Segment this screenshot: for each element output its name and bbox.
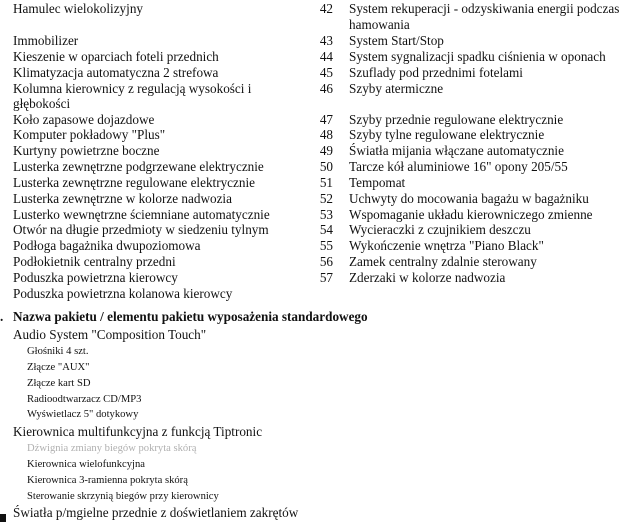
item-number: 51 xyxy=(319,175,333,190)
list-item: Hamulec wielokolizyjny xyxy=(13,1,144,16)
list-item: System rekuperacji - odzyskiwania energii podczas xyxy=(349,1,620,16)
list-item: Zamek centralny zdalnie sterowany xyxy=(349,254,537,269)
list-item: System Start/Stop xyxy=(349,33,444,48)
list-item: Kieszenie w oparciach foteli przednich xyxy=(13,49,219,64)
section-heading: Nazwa pakietu / elementu pakietu wyposażenia standardowego xyxy=(13,309,368,324)
item-number: 49 xyxy=(319,143,333,158)
list-item: Szyby atermiczne xyxy=(349,81,444,96)
list-item: Podłokietnik centralny przedni xyxy=(13,254,176,269)
item-number: 42 xyxy=(319,1,333,16)
list-item: Szyby tylne regulowane elektrycznie xyxy=(349,127,545,142)
list-item: Wykończenie wnętrza "Piano Black" xyxy=(349,238,544,253)
list-item: Lusterka zewnętrzne podgrzewane elektrycznie xyxy=(13,159,264,174)
section-marker: . xyxy=(0,309,4,324)
item-number: 53 xyxy=(319,207,333,222)
list-item: Światła mijania włączane automatycznie xyxy=(349,143,564,158)
list-item: Poduszka powietrzna kolanowa kierowcy xyxy=(13,286,233,301)
package-item-faded: Dźwignia zmiany biegów pokryta skórą xyxy=(27,443,197,454)
list-item: System sygnalizacji spadku ciśnienia w oponach xyxy=(349,49,606,64)
item-number: 46 xyxy=(319,81,333,96)
package-item: Sterowanie skrzynią biegów przy kierownicy xyxy=(27,491,219,502)
list-item: Zderzaki w kolorze nadwozia xyxy=(349,270,506,285)
list-item: Szuflady pod przednimi fotelami xyxy=(349,65,523,80)
item-number: 50 xyxy=(319,159,333,174)
list-item: Kurtyny powietrzne boczne xyxy=(13,143,160,158)
list-item: Szyby przednie regulowane elektrycznie xyxy=(349,112,564,127)
package-item: Wyświetlacz 5" dotykowy xyxy=(27,409,139,420)
package-item: Głośniki 4 szt. xyxy=(27,346,89,357)
list-item: Lusterka zewnętrzne regulowane elektrycznie xyxy=(13,175,256,190)
list-item: Otwór na długie przedmioty w siedzeniu tylnym xyxy=(13,222,269,237)
item-number: 54 xyxy=(319,222,333,237)
package-item: Radioodtwarzacz CD/MP3 xyxy=(27,394,142,405)
list-item: Uchwyty do mocowania bagażu w bagażniku xyxy=(349,191,589,206)
list-item: Poduszka powietrzna kierowcy xyxy=(13,270,178,285)
list-item: Immobilizer xyxy=(13,33,79,48)
list-item: Klimatyzacja automatyczna 2 strefowa xyxy=(13,65,219,80)
package-item: Kierownica 3-ramienna pokryta skórą xyxy=(27,475,188,486)
list-item-continuation: hamowania xyxy=(349,17,410,32)
list-item: Wspomaganie układu kierowniczego zmienne xyxy=(349,207,593,222)
package-item: Kierownica wielofunkcyjna xyxy=(27,459,145,470)
package-title: Kierownica multifunkcyjna z funkcją Tiptronic xyxy=(13,424,263,439)
item-number: 43 xyxy=(319,33,333,48)
package-item: Złącze kart SD xyxy=(27,378,91,389)
item-number: 45 xyxy=(319,65,333,80)
list-item: Lusterko wewnętrzne ściemniane automatycznie xyxy=(13,207,270,222)
list-item-continuation: głębokości xyxy=(13,96,71,111)
item-number: 57 xyxy=(319,270,333,285)
item-number: 56 xyxy=(319,254,333,269)
package-title: Audio System "Composition Touch" xyxy=(13,327,207,342)
list-item: Tarcze kół aluminiowe 16" opony 205/55 xyxy=(349,159,568,174)
page-edge-mark xyxy=(0,514,6,522)
item-number: 52 xyxy=(319,191,333,206)
list-item: Komputer pokładowy "Plus" xyxy=(13,127,166,142)
package-title: Światła p/mgielne przednie z doświetlaniem zakrętów xyxy=(13,505,299,520)
list-item: Podłoga bagażnika dwupoziomowa xyxy=(13,238,201,253)
list-item: Lusterka zewnętrzne w kolorze nadwozia xyxy=(13,191,232,206)
item-number: 55 xyxy=(319,238,333,253)
item-number: 48 xyxy=(319,127,333,142)
list-item: Kolumna kierownicy z regulacją wysokości i xyxy=(13,81,252,96)
package-item: Złącze "AUX" xyxy=(27,362,90,373)
list-item: Wycieraczki z czujnikiem deszczu xyxy=(349,222,531,237)
list-item: Koło zapasowe dojazdowe xyxy=(13,112,155,127)
list-item: Tempomat xyxy=(349,175,406,190)
item-number: 47 xyxy=(319,112,333,127)
item-number: 44 xyxy=(319,49,333,64)
